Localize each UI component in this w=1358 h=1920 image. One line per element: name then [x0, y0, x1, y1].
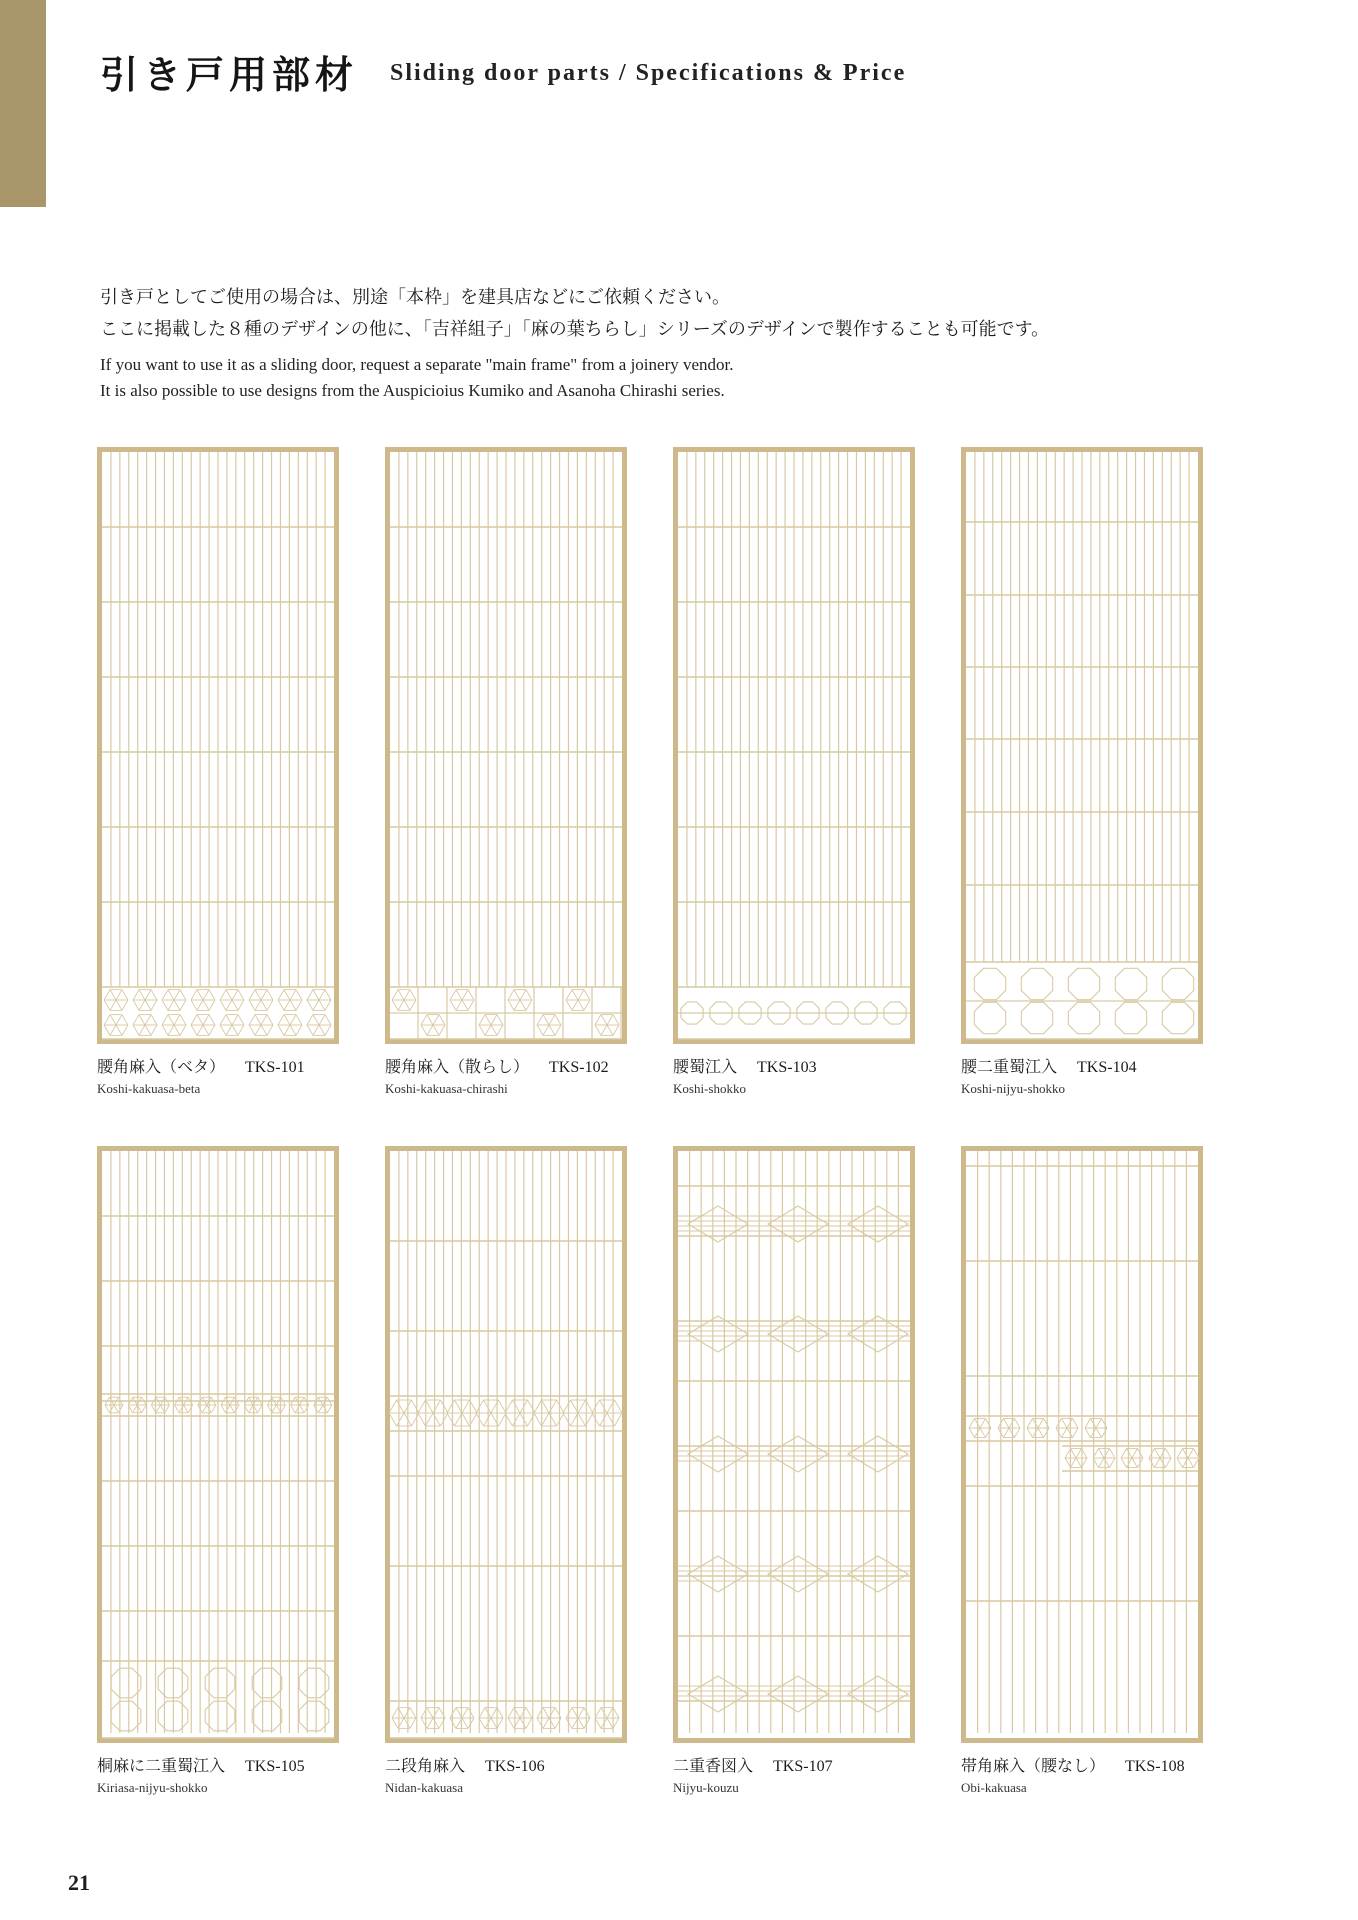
- lattice-panel-106: [385, 1146, 627, 1743]
- panel-card-101[interactable]: [97, 447, 347, 1097]
- panel-code: TKS-103: [757, 1059, 817, 1076]
- panel-card-106[interactable]: [385, 1146, 635, 1796]
- intro-text: [100, 282, 1260, 404]
- panel-card-105[interactable]: [97, 1146, 347, 1796]
- panel-name-en: Koshi-shokko: [673, 1081, 746, 1096]
- panel-name-jp: 二段角麻入: [385, 1756, 466, 1775]
- panel-card-108[interactable]: [961, 1146, 1211, 1796]
- panel-card-107[interactable]: [673, 1146, 923, 1796]
- section-tab: [0, 0, 46, 207]
- panel-name-en: Koshi-kakuasa-beta: [97, 1081, 201, 1096]
- panel-code: TKS-106: [485, 1758, 545, 1775]
- panel-name-jp: 腰二重蜀江入: [961, 1057, 1058, 1076]
- panel-card-103[interactable]: [673, 447, 923, 1097]
- lattice-panel-104: [961, 447, 1203, 1044]
- intro-jp-line-2: ここに掲載した８種のデザインの他に、「吉祥組子」「麻の葉ちらし」シリーズのデザインで製作することも可能です。: [100, 319, 1050, 340]
- panel-name-jp: 桐麻に二重蜀江入: [97, 1756, 226, 1775]
- panel-card-104[interactable]: [961, 447, 1211, 1097]
- panel-name-jp: 腰角麻入（ベタ）: [97, 1057, 226, 1076]
- panel-name-en: Obi-kakuasa: [961, 1780, 1027, 1795]
- panel-code: TKS-107: [773, 1758, 833, 1775]
- panel-name-en: Nidan-kakuasa: [385, 1780, 463, 1795]
- intro-en-line-1: If you want to use it as a sliding door, request a separate "main frame" from a joinery vendor.: [100, 355, 734, 374]
- lattice-panel-107: [673, 1146, 915, 1743]
- intro-en-line-2: It is also possible to use designs from the Auspicioius Kumiko and Asanoha Chirashi series.: [100, 381, 725, 400]
- panel-name-en: Nijyu-kouzu: [673, 1780, 739, 1795]
- panel-name-en: Kiriasa-nijyu-shokko: [97, 1780, 208, 1795]
- panel-name-jp: 帯角麻入（腰なし）: [961, 1756, 1106, 1775]
- panel-code: TKS-101: [245, 1059, 305, 1076]
- panel-name-jp: 腰蜀江入: [673, 1057, 738, 1076]
- page-number: 21: [68, 1870, 90, 1895]
- panel-code: TKS-108: [1125, 1758, 1185, 1775]
- page-subtitle: Sliding door parts / Specifications & Price: [390, 60, 907, 86]
- panel-name-jp: 二重香図入: [673, 1756, 754, 1775]
- lattice-panel-108: [961, 1146, 1203, 1743]
- page-title: 引き戸用部材: [100, 52, 359, 97]
- panel-code: TKS-105: [245, 1758, 305, 1775]
- panel-code: TKS-102: [549, 1059, 609, 1076]
- lattice-panel-102: [385, 447, 627, 1044]
- panel-name-en: Koshi-nijyu-shokko: [961, 1081, 1065, 1096]
- lattice-panel-105: [97, 1146, 339, 1743]
- panel-code: TKS-104: [1077, 1059, 1137, 1076]
- panel-card-102[interactable]: [385, 447, 635, 1097]
- intro-jp-line-1: 引き戸としてご使用の場合は、別途「本枠」を建具店などにご依頼ください。: [100, 287, 730, 308]
- lattice-panel-101: [97, 447, 339, 1044]
- panel-name-jp: 腰角麻入（散らし）: [385, 1057, 530, 1076]
- panel-name-en: Koshi-kakuasa-chirashi: [385, 1081, 508, 1096]
- lattice-panel-103: [673, 447, 915, 1044]
